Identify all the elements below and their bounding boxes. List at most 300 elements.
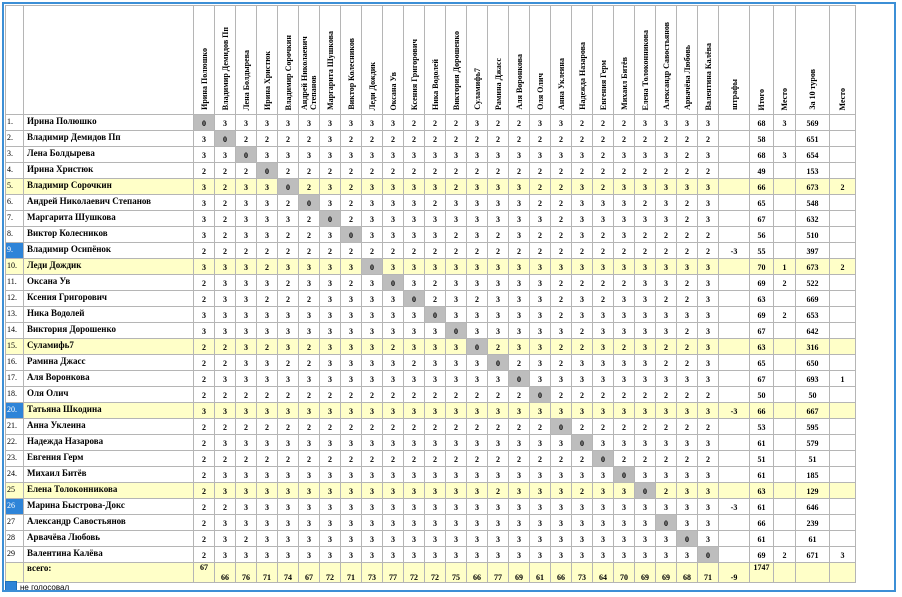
legend-swatch	[5, 581, 17, 592]
score-cell: 2	[383, 243, 404, 259]
score-cell: 3	[509, 307, 530, 323]
table-row	[6, 323, 856, 339]
header-name	[24, 6, 194, 115]
score-cell: 3	[278, 435, 299, 451]
penalty-header-label: штрафы	[729, 78, 739, 110]
score-cell: 3	[404, 531, 425, 547]
column-header	[320, 6, 341, 115]
table-row	[6, 243, 856, 259]
total-cell: 68	[750, 147, 774, 163]
score-cell: 3	[614, 307, 635, 323]
table-row	[6, 403, 856, 419]
score-cell: 3	[467, 115, 488, 131]
score-cell: 3	[488, 499, 509, 515]
participant-name: Марина Быстрова-Докс	[24, 499, 194, 515]
table-row	[6, 531, 856, 547]
table-row	[6, 147, 856, 163]
column-header-label: Виктор Колесников	[346, 38, 356, 110]
score-cell: 2	[425, 419, 446, 435]
score-cell: 3	[614, 403, 635, 419]
score-cell: 3	[488, 147, 509, 163]
score-cell: 2	[572, 243, 593, 259]
participant-name: Лена Болдырева	[24, 147, 194, 163]
score-cell: 2	[215, 243, 236, 259]
score-cell: 3	[215, 307, 236, 323]
score-cell: 2	[341, 195, 362, 211]
score-cell: 2	[425, 243, 446, 259]
score-cell: 3	[278, 547, 299, 563]
column-header-label: Ирина Полюшко	[199, 48, 209, 110]
column-header	[215, 6, 236, 115]
table-row	[6, 291, 856, 307]
place2-cell	[830, 403, 856, 419]
score-cell: 3	[320, 147, 341, 163]
score-cell: 3	[467, 467, 488, 483]
row-number: 24.	[6, 467, 24, 483]
total-cell: 61	[750, 531, 774, 547]
score-cell: 3	[404, 259, 425, 275]
score-cell: 3	[320, 515, 341, 531]
score-cell: 3	[257, 323, 278, 339]
total-cell: 66	[750, 515, 774, 531]
total-cell: 49	[750, 163, 774, 179]
score-cell: 3	[677, 435, 698, 451]
participant-name: Надежда Назарова	[24, 435, 194, 451]
score-cell: 3	[467, 435, 488, 451]
score-cell: 3	[362, 147, 383, 163]
score-cell: 2	[425, 131, 446, 147]
score-cell: 3	[404, 195, 425, 211]
score-cell: 3	[614, 499, 635, 515]
grand-total: 1747	[750, 563, 774, 583]
score-cell: 3	[509, 531, 530, 547]
score-cell: 2	[488, 419, 509, 435]
participant-name: Валентина Калёва	[24, 547, 194, 563]
column-header-label: Лена Болдырева	[241, 49, 251, 110]
score-cell: 3	[194, 211, 215, 227]
score-cell: 3	[404, 307, 425, 323]
column-header-label: Анна Уклеина	[556, 57, 566, 110]
legend	[5, 581, 69, 592]
score-cell: 3	[467, 147, 488, 163]
score-cell: 2	[551, 227, 572, 243]
score-cell: 3	[446, 275, 467, 291]
score-cell: 3	[383, 435, 404, 451]
score-cell: 2	[656, 419, 677, 435]
score-cell: 3	[635, 467, 656, 483]
score-cell: 3	[635, 211, 656, 227]
total-score: 76	[236, 563, 257, 583]
ten-tours-cell: 650	[796, 355, 830, 371]
totals-empty	[830, 563, 856, 583]
participant-name: Владимир Демидов Пп	[24, 131, 194, 147]
score-cell: 2	[236, 243, 257, 259]
score-cell: 3	[530, 467, 551, 483]
table-row	[6, 307, 856, 323]
total-score: 75	[446, 563, 467, 583]
table-row	[6, 547, 856, 563]
table-row	[6, 227, 856, 243]
place2-cell	[830, 323, 856, 339]
score-cell: 2	[320, 163, 341, 179]
total-score: 69	[656, 563, 677, 583]
score-cell: 2	[194, 163, 215, 179]
ten-tours-cell: 548	[796, 195, 830, 211]
score-cell: 3	[215, 403, 236, 419]
score-cell: 2	[593, 291, 614, 307]
score-cell: 2	[257, 259, 278, 275]
score-cell: 3	[509, 275, 530, 291]
score-cell: 3	[383, 211, 404, 227]
place-cell	[774, 323, 796, 339]
score-cell: 3	[404, 179, 425, 195]
score-cell: 2	[677, 451, 698, 467]
score-cell: 3	[635, 547, 656, 563]
score-cell: 2	[551, 451, 572, 467]
score-cell: 3	[677, 483, 698, 499]
column-header	[404, 6, 425, 115]
total-header-label: Итого	[757, 88, 766, 110]
score-cell: 3	[551, 259, 572, 275]
total-cell: 66	[750, 403, 774, 419]
score-cell: 0	[509, 371, 530, 387]
score-cell: 3	[698, 275, 719, 291]
score-cell: 3	[257, 275, 278, 291]
score-cell: 3	[698, 515, 719, 531]
column-header-label: Маргарита Шушкова	[325, 31, 335, 110]
score-cell: 3	[362, 355, 383, 371]
score-cell: 3	[236, 115, 257, 131]
score-cell: 2	[425, 163, 446, 179]
score-cell: 3	[635, 291, 656, 307]
score-cell: 3	[530, 499, 551, 515]
table-row	[6, 467, 856, 483]
ten-tours-cell: 646	[796, 499, 830, 515]
score-cell: 2	[551, 355, 572, 371]
score-cell: 3	[257, 115, 278, 131]
table-row	[6, 163, 856, 179]
score-cell: 3	[425, 147, 446, 163]
score-cell: 2	[383, 339, 404, 355]
score-cell: 3	[341, 515, 362, 531]
score-cell: 3	[341, 531, 362, 547]
score-cell: 2	[677, 243, 698, 259]
row-number: 16.	[6, 355, 24, 371]
score-cell: 3	[635, 355, 656, 371]
score-cell: 2	[404, 419, 425, 435]
place2-cell	[830, 531, 856, 547]
score-cell: 3	[593, 323, 614, 339]
penalty-cell	[719, 291, 750, 307]
score-cell: 3	[635, 403, 656, 419]
column-header-label: Евгения Герм	[598, 59, 608, 110]
score-cell: 2	[299, 419, 320, 435]
ten-tours-cell: 632	[796, 211, 830, 227]
score-cell: 2	[215, 419, 236, 435]
score-cell: 3	[320, 275, 341, 291]
table-row	[6, 419, 856, 435]
participant-name: Владимир Осипёнок	[24, 243, 194, 259]
score-cell: 3	[572, 179, 593, 195]
score-cell: 3	[278, 371, 299, 387]
score-cell: 3	[656, 211, 677, 227]
score-cell: 2	[215, 179, 236, 195]
score-cell: 2	[446, 179, 467, 195]
score-cell: 3	[656, 115, 677, 131]
score-cell: 0	[593, 451, 614, 467]
score-cell: 3	[362, 179, 383, 195]
place2-cell	[830, 131, 856, 147]
row-number: 29	[6, 547, 24, 563]
score-cell: 3	[236, 483, 257, 499]
score-cell: 2	[677, 147, 698, 163]
score-cell: 2	[446, 387, 467, 403]
score-cell: 3	[530, 291, 551, 307]
score-cell: 3	[299, 259, 320, 275]
score-cell: 3	[215, 531, 236, 547]
place2-cell	[830, 355, 856, 371]
score-cell: 3	[236, 355, 257, 371]
score-cell: 3	[320, 323, 341, 339]
column-header	[614, 6, 635, 115]
score-cell: 2	[509, 115, 530, 131]
penalty-cell	[719, 179, 750, 195]
ten-tours-header-label: За 10 туров	[808, 69, 817, 110]
score-cell: 3	[551, 531, 572, 547]
score-cell: 2	[299, 179, 320, 195]
table-row	[6, 339, 856, 355]
score-cell: 3	[467, 227, 488, 243]
score-cell: 3	[677, 499, 698, 515]
ten-tours-cell: 653	[796, 307, 830, 323]
score-cell: 3	[362, 483, 383, 499]
score-cell: 3	[572, 531, 593, 547]
score-cell: 2	[572, 451, 593, 467]
score-cell: 3	[698, 483, 719, 499]
score-cell: 3	[425, 547, 446, 563]
place2-cell: 2	[830, 179, 856, 195]
score-cell: 3	[362, 195, 383, 211]
score-cell: 3	[488, 291, 509, 307]
score-cell: 2	[530, 243, 551, 259]
score-cell: 3	[320, 499, 341, 515]
score-cell: 2	[614, 243, 635, 259]
place2-cell	[830, 147, 856, 163]
place-cell: 2	[774, 547, 796, 563]
score-cell: 3	[446, 547, 467, 563]
place2-cell	[830, 387, 856, 403]
score-cell: 3	[341, 467, 362, 483]
score-cell: 2	[698, 131, 719, 147]
total-score: 64	[593, 563, 614, 583]
score-cell: 3	[614, 515, 635, 531]
score-cell: 3	[383, 179, 404, 195]
total-score: 72	[320, 563, 341, 583]
place-cell: 2	[774, 307, 796, 323]
score-cell: 3	[635, 435, 656, 451]
score-cell: 3	[320, 483, 341, 499]
score-cell: 2	[278, 243, 299, 259]
penalty-header	[719, 6, 750, 115]
score-cell: 3	[698, 339, 719, 355]
score-cell: 3	[404, 547, 425, 563]
column-header-label: Владимир Сорочкин	[283, 34, 293, 110]
penalty-cell	[719, 339, 750, 355]
score-cell: 2	[215, 163, 236, 179]
score-cell: 3	[236, 547, 257, 563]
score-cell: 3	[530, 339, 551, 355]
score-cell: 3	[320, 259, 341, 275]
score-cell: 2	[530, 179, 551, 195]
score-cell: 3	[383, 515, 404, 531]
score-cell: 3	[698, 211, 719, 227]
score-cell: 2	[341, 419, 362, 435]
score-cell: 2	[425, 451, 446, 467]
score-cell: 3	[320, 115, 341, 131]
score-cell: 3	[299, 499, 320, 515]
score-cell: 0	[404, 291, 425, 307]
place-cell	[774, 419, 796, 435]
score-cell: 3	[194, 131, 215, 147]
score-cell: 2	[383, 163, 404, 179]
score-cell: 3	[614, 531, 635, 547]
place-cell	[774, 211, 796, 227]
score-cell: 3	[572, 515, 593, 531]
penalty-cell	[719, 515, 750, 531]
place-cell: 3	[774, 115, 796, 131]
place-cell	[774, 467, 796, 483]
row-number: 23.	[6, 451, 24, 467]
score-cell: 3	[635, 179, 656, 195]
column-header-label: Михаил Битёв	[619, 57, 629, 110]
score-cell: 3	[530, 355, 551, 371]
total-score: 73	[362, 563, 383, 583]
score-cell: 3	[299, 483, 320, 499]
score-cell: 2	[593, 179, 614, 195]
score-cell: 3	[593, 547, 614, 563]
column-header	[656, 6, 677, 115]
score-cell: 3	[278, 339, 299, 355]
penalty-cell	[719, 307, 750, 323]
score-cell: 3	[614, 147, 635, 163]
total-cell: 55	[750, 243, 774, 259]
score-cell: 3	[530, 403, 551, 419]
score-cell: 3	[635, 147, 656, 163]
score-cell: 2	[299, 227, 320, 243]
score-cell: 3	[236, 211, 257, 227]
score-cell: 3	[509, 147, 530, 163]
score-cell: 3	[509, 227, 530, 243]
score-cell: 2	[215, 355, 236, 371]
score-cell: 2	[530, 195, 551, 211]
participant-name: Виктория Дорошенко	[24, 323, 194, 339]
score-cell: 3	[257, 211, 278, 227]
score-cell: 2	[341, 387, 362, 403]
score-cell: 3	[614, 435, 635, 451]
score-cell: 3	[698, 307, 719, 323]
place-cell	[774, 179, 796, 195]
score-cell: 3	[341, 435, 362, 451]
score-cell: 3	[425, 467, 446, 483]
score-cell: 3	[236, 291, 257, 307]
score-cell: 2	[278, 131, 299, 147]
score-cell: 2	[299, 243, 320, 259]
score-cell: 3	[572, 371, 593, 387]
score-cell: 3	[656, 323, 677, 339]
score-cell: 2	[656, 131, 677, 147]
table-row	[6, 387, 856, 403]
score-cell: 3	[656, 403, 677, 419]
score-cell: 2	[551, 291, 572, 307]
penalty-cell	[719, 419, 750, 435]
score-cell: 2	[467, 243, 488, 259]
score-cell: 3	[236, 371, 257, 387]
table-row	[6, 211, 856, 227]
score-cell: 3	[299, 275, 320, 291]
total-score: 72	[404, 563, 425, 583]
column-header	[299, 6, 320, 115]
score-cell: 3	[467, 307, 488, 323]
score-cell: 3	[488, 211, 509, 227]
total-cell: 65	[750, 355, 774, 371]
score-cell: 3	[362, 323, 383, 339]
score-cell: 2	[677, 323, 698, 339]
score-cell: 3	[509, 211, 530, 227]
score-cell: 2	[635, 451, 656, 467]
score-cell: 2	[236, 131, 257, 147]
score-cell: 3	[236, 467, 257, 483]
score-cell: 3	[278, 147, 299, 163]
score-cell: 3	[509, 483, 530, 499]
score-cell: 3	[656, 147, 677, 163]
score-cell: 0	[530, 387, 551, 403]
place2-cell	[830, 515, 856, 531]
table-row	[6, 195, 856, 211]
score-cell: 3	[404, 147, 425, 163]
penalty-cell	[719, 323, 750, 339]
score-cell: 3	[236, 307, 257, 323]
score-cell: 3	[614, 259, 635, 275]
score-cell: 2	[341, 275, 362, 291]
score-cell: 3	[656, 259, 677, 275]
score-cell: 3	[572, 547, 593, 563]
score-cell: 3	[551, 323, 572, 339]
participant-name: Оля Олич	[24, 387, 194, 403]
score-cell: 3	[446, 339, 467, 355]
column-header-label: Леди Дождик	[367, 61, 377, 110]
score-cell: 3	[656, 275, 677, 291]
place-cell	[774, 499, 796, 515]
column-header-label: Александр Савостьянов	[661, 22, 671, 110]
score-cell: 2	[341, 163, 362, 179]
score-cell: 3	[362, 547, 383, 563]
column-header	[194, 6, 215, 115]
score-cell: 3	[320, 531, 341, 547]
score-cell: 3	[362, 115, 383, 131]
score-cell: 2	[488, 131, 509, 147]
participant-name: Аля Воронкова	[24, 371, 194, 387]
score-cell: 2	[488, 227, 509, 243]
total-cell: 67	[750, 371, 774, 387]
score-cell: 2	[194, 499, 215, 515]
score-cell: 2	[425, 291, 446, 307]
total-score: 69	[509, 563, 530, 583]
row-number: 11.	[6, 275, 24, 291]
score-cell: 3	[194, 195, 215, 211]
score-cell: 2	[677, 211, 698, 227]
score-cell: 3	[614, 323, 635, 339]
score-cell: 3	[614, 547, 635, 563]
